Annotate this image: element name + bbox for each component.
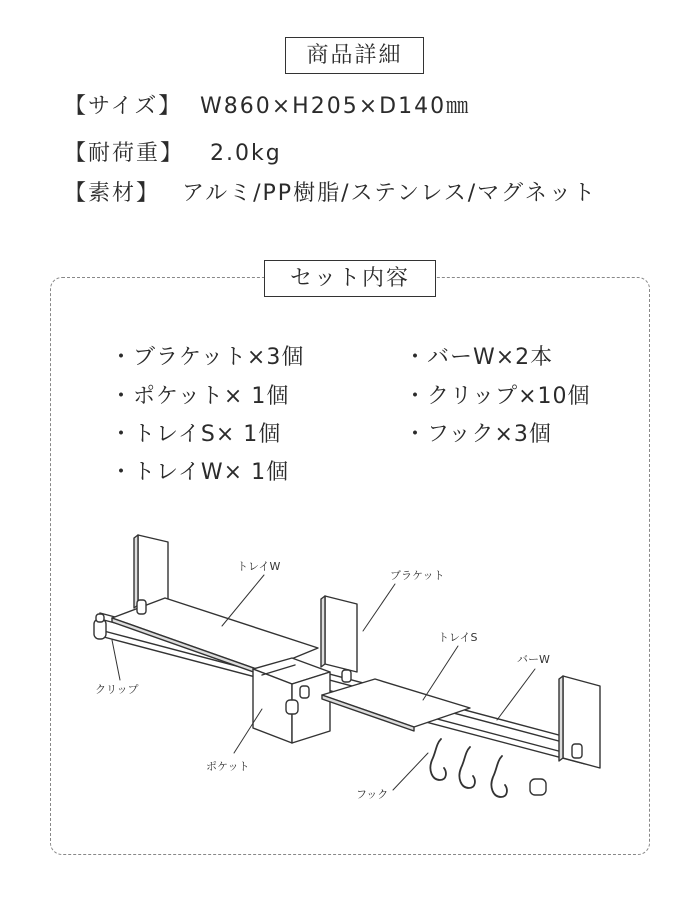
set-item-clip: ・クリップ×10個 [404, 384, 591, 409]
callout-bar-w: バーW [517, 653, 550, 666]
tray-s [322, 679, 470, 731]
set-item-tray-s: ・トレイS× 1個 [110, 422, 282, 447]
bracket-middle [321, 596, 357, 672]
callout-bracket: ブラケット [390, 569, 445, 582]
spec-load-label: 【耐荷重】 [64, 141, 185, 166]
set-item-pocket: ・ポケット× 1個 [110, 384, 290, 409]
set-item-hook: ・フック×3個 [404, 422, 552, 447]
hooks [430, 739, 506, 797]
callout-tray-s: トレイS [438, 631, 478, 644]
callout-clip: クリップ [95, 683, 139, 696]
set-item-bracket: ・ブラケット×3個 [110, 345, 305, 370]
callout-pocket: ポケット [206, 760, 250, 773]
set-item-tray-w: ・トレイW× 1個 [110, 460, 290, 485]
spec-size-value: W860×H205×D140㎜ [200, 94, 471, 119]
callout-tray-w: トレイW [237, 560, 281, 573]
spec-load-value: 2.0kg [210, 141, 282, 166]
set-contents-heading: セット内容 [264, 260, 436, 297]
spec-material-label: 【素材】 [64, 181, 161, 206]
spec-material-value: アルミ/PP樹脂/ステンレス/マグネット [182, 181, 597, 206]
callout-hook: フック [356, 788, 389, 801]
spec-size-label: 【サイズ】 [64, 94, 183, 119]
details-heading: 商品詳細 [285, 37, 424, 74]
set-item-bar-w: ・バーW×2本 [404, 345, 554, 370]
